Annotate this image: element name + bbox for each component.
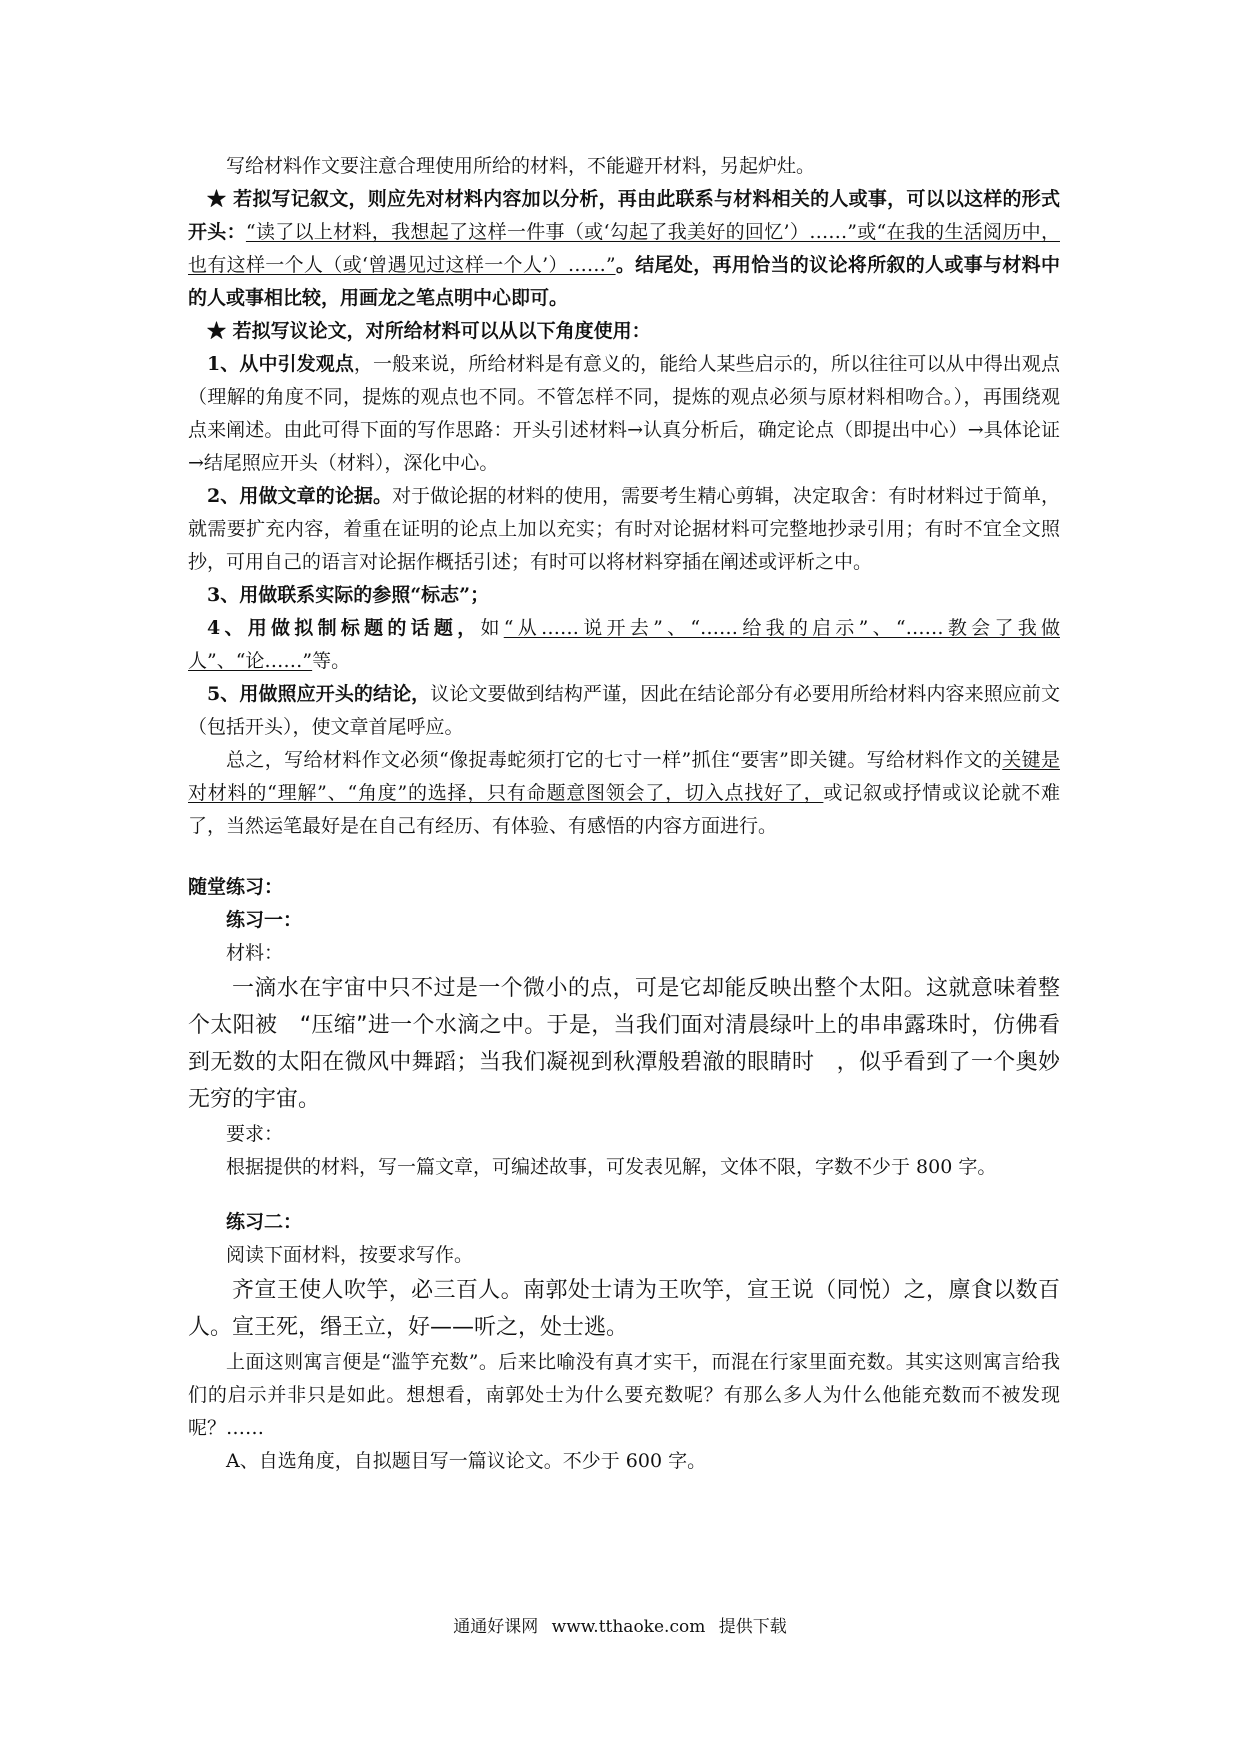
practice-heading: 随堂练习： [188,876,284,898]
point-4-post: 等。 [312,650,351,672]
point-5-heading: 5、用做照应开头的结论， [207,683,431,705]
exercise-2-material: 齐宣王使人吹竽，必三百人。南郭处士请为王吹竽，宣王说（同悦）之，廪食以数百人。宣王死，缗王立，好——听之，处士逃。 [188,1278,1060,1340]
exercise-2-comment: 上面这则寓言便是“滥竽充数”。后来比喻没有真才实干，而混在行家里面充数。其实这则寓言给我们的启示并非只是如此。想想看，南郭处士为什么要充数呢？有那么多人为什么他能充数而不被发现呢？…… [188,1351,1060,1439]
point-1-heading: 1、从中引发观点 [207,353,354,375]
point-2-heading: 2、用做文章的论据。 [207,485,393,507]
point-4-pre: 如 [480,617,504,639]
point-4-heading: 4、用做拟制标题的话题， [207,617,481,639]
summary-underlined: 关键是对材料的“理解”、“角度”的选择，只有命题意图领会了，切入点找好了， [188,749,1060,804]
narrative-example: “读了以上材料，我想起了这样一件事（或‘勾起了我美好的回忆’）……”或“在我的生活阅历中，也有这样一个人（或‘曾遇见过这样一个人’）……” [188,221,1060,276]
point-5 [188,678,1060,744]
exercise-1-material: 一滴水在宇宙中只不过是一个微小的点，可是它却能反映出整个太阳。这就意味着整个太阳被 “压缩”进一个水滴之中。于是，当我们面对清晨绿叶上的串串露珠时，仿佛看到无数的太阳在微风中舞蹈；当我们凝视到秋潭般碧澈的眼睛时 ，似乎看到了一个奥妙无穷的宇宙。 [188,976,1060,1112]
narrative-tail: 。结尾处，再用恰当的议论将所叙的人或事与材料中的人或事相比较，用画龙之笔点明中心即可。 [188,254,1060,309]
point-4 [188,612,1060,678]
exercise-2-task: A、自选角度，自拟题目写一篇议论文。不少于 600 字。 [226,1450,707,1472]
point-5-text: 议论文要做到结构严谨，因此在结论部分有必要用所给材料内容来照应前文（包括开头），使文章首尾呼应。 [188,683,1060,738]
exercise-1-requirement-label: 要求： [226,1123,284,1145]
page-content [188,150,1060,1478]
exercise-1-requirement: 根据提供的材料，写一篇文章，可编述故事，可发表见解，文体不限，字数不少于 800 字。 [226,1156,997,1178]
argument-lead: ★ 若拟写议论文，对所给材料可以从以下角度使用： [207,320,651,342]
point-4-examples: “从……说开去”、“……给我的启示”、“……教会了我做人”、“论……” [188,617,1060,672]
exercise-2-title: 练习二： [226,1211,303,1233]
narrative-lead: ★ 若拟写记叙文，则应先对材料内容加以分析，再由此联系与材料相关的人或事，可以以这样的形式开头： [188,188,1060,243]
point-2 [188,480,1060,579]
footer-site-name: 通通好课网 [453,1617,539,1637]
exercise-1-title: 练习一： [226,909,303,931]
exercise-2-instruction: 阅读下面材料，按要求写作。 [226,1244,474,1266]
footer-note: 提供下载 [718,1617,787,1637]
point-3: 3、用做联系实际的参照“标志”； [207,584,490,606]
footer-url[interactable]: www.tthaoke.com [551,1617,706,1637]
summary-paragraph [188,744,1060,843]
summary-post: 或记叙或抒情或议论就不难了，当然运笔最好是在自己有经历、有体验、有感悟的内容方面进行。 [188,782,1060,837]
point-1 [188,348,1060,480]
point-1-text: ，一般来说，所给材料是有意义的，能给人某些启示的，所以往往可以从中得出观点（理解的角度不同，提炼的观点也不同。不管怎样不同，提炼的观点必须与原材料相吻合。），再围绕观点来阐述。由此可得下面的写作思路：开头引述材料→认真分析后，确定论点（即提出中心）→具体论证→结尾照应开头（材料），深化中心。 [188,353,1060,474]
point-2-text: 对于做论据的材料的使用，需要考生精心剪辑，决定取舍：有时材料过于简单，就需要扩充内容，着重在证明的论点上加以充实；有时对论据材料可完整地抄录引用；有时不宜全文照抄，可用自己的语言对论据作概括引述；有时可以将材料穿插在阐述或评析之中。 [188,485,1060,573]
summary-pre: 总之，写给材料作文必须“像捉毒蛇须打它的七寸一样”抓住“要害”即关键。写给材料作文的 [226,749,1003,771]
exercise-1-material-label: 材料： [226,942,284,964]
page-footer [0,1612,1240,1637]
narrative-paragraph [188,183,1060,315]
intro-paragraph: 写给材料作文要注意合理使用所给的材料，不能避开材料，另起炉灶。 [226,155,816,177]
